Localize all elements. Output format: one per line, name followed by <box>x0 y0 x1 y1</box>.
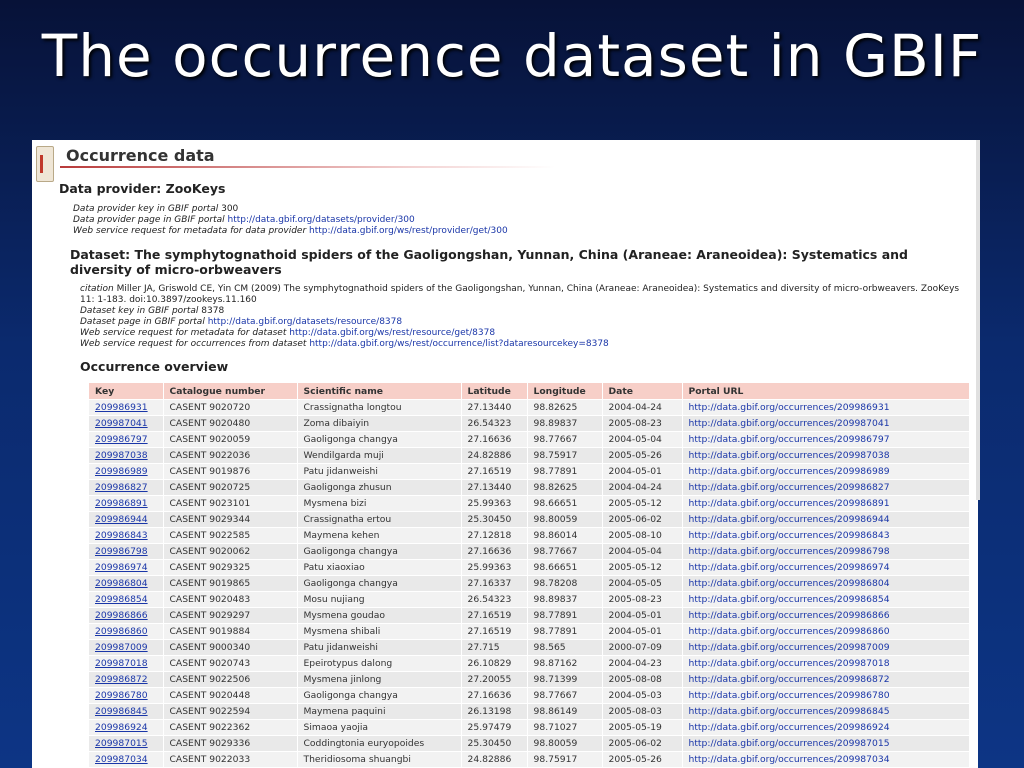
longitude-cell: 98.86149 <box>527 704 602 720</box>
latitude-cell: 27.16636 <box>461 432 527 448</box>
table-row <box>89 400 969 416</box>
date-cell: 2005-08-23 <box>602 592 682 608</box>
latitude-cell: 24.82886 <box>461 752 527 768</box>
latitude-cell: 26.54323 <box>461 592 527 608</box>
longitude-cell: 98.77891 <box>527 624 602 640</box>
occurrence-key-link[interactable]: 209987009 <box>95 642 148 653</box>
longitude-cell: 98.66651 <box>527 496 602 512</box>
scientific-name-cell: Theridiosoma shuangbi <box>297 752 461 768</box>
occurrence-key-link[interactable]: 209986780 <box>95 690 148 701</box>
catalogue-cell: CASENT 9019865 <box>163 576 297 592</box>
date-cell: 2004-05-04 <box>602 432 682 448</box>
occurrence-key-link[interactable]: 209986974 <box>95 562 148 573</box>
table-row <box>89 672 969 688</box>
dataset-meta <box>80 284 970 350</box>
portal-url-cell <box>682 496 969 512</box>
table-row <box>89 416 969 432</box>
portal-url-cell <box>682 416 969 432</box>
portal-url-link[interactable]: http://data.gbif.org/occurrences/209987034 <box>688 754 890 765</box>
portal-url-link[interactable]: http://data.gbif.org/occurrences/209986854 <box>688 594 890 605</box>
key-cell <box>89 416 163 432</box>
key-cell <box>89 448 163 464</box>
portal-url-link[interactable]: http://data.gbif.org/occurrences/209986780 <box>688 690 890 701</box>
occurrence-table-body <box>89 400 969 768</box>
date-cell: 2005-05-12 <box>602 496 682 512</box>
occurrence-key-link[interactable]: 209986854 <box>95 594 148 605</box>
longitude-cell: 98.565 <box>527 640 602 656</box>
latitude-cell: 24.82886 <box>461 448 527 464</box>
scientific-name-cell: Gaoligonga changya <box>297 688 461 704</box>
table-row <box>89 656 969 672</box>
document-icon <box>36 146 54 182</box>
scientific-name-cell: Crassignatha longtou <box>297 400 461 416</box>
portal-url-cell <box>682 736 969 752</box>
key-cell <box>89 688 163 704</box>
catalogue-cell: CASENT 9022594 <box>163 704 297 720</box>
date-cell: 2004-04-23 <box>602 656 682 672</box>
dataset-ws-occ-label: Web service request for occurrences from dataset <box>80 339 307 349</box>
scientific-name-cell: Patu xiaoxiao <box>297 560 461 576</box>
latitude-cell: 27.16519 <box>461 624 527 640</box>
longitude-cell: 98.77667 <box>527 544 602 560</box>
occurrence-table <box>89 383 970 768</box>
scientific-name-cell: Crassignatha ertou <box>297 512 461 528</box>
catalogue-cell: CASENT 9000340 <box>163 640 297 656</box>
catalogue-cell: CASENT 9020059 <box>163 432 297 448</box>
date-cell: 2000-07-09 <box>602 640 682 656</box>
provider-key-value: 300 <box>221 204 239 214</box>
key-cell <box>89 656 163 672</box>
scientific-name-cell: Gaoligonga changya <box>297 432 461 448</box>
table-row <box>89 752 969 768</box>
portal-url-cell <box>682 640 969 656</box>
table-row <box>89 496 969 512</box>
table-row <box>89 512 969 528</box>
longitude-cell: 98.89837 <box>527 416 602 432</box>
dataset-ws-meta-link[interactable]: http://data.gbif.org/ws/rest/resource/get/8378 <box>289 328 496 338</box>
date-cell: 2005-05-12 <box>602 560 682 576</box>
key-cell <box>89 640 163 656</box>
latitude-cell: 25.30450 <box>461 512 527 528</box>
latitude-cell: 26.54323 <box>461 416 527 432</box>
occurrence-key-link[interactable]: 209986827 <box>95 482 148 493</box>
portal-url-link[interactable]: http://data.gbif.org/occurrences/209986931 <box>688 402 890 413</box>
provider-page-line <box>73 215 953 226</box>
longitude-cell: 98.86014 <box>527 528 602 544</box>
portal-url-link[interactable]: http://data.gbif.org/occurrences/209986827 <box>688 482 890 493</box>
dataset-page-line <box>80 317 970 328</box>
catalogue-cell: CASENT 9022585 <box>163 528 297 544</box>
occurrence-key-link[interactable]: 209987038 <box>95 450 148 461</box>
occurrence-key-link[interactable]: 209987034 <box>95 754 148 765</box>
longitude-cell: 98.78208 <box>527 576 602 592</box>
portal-url-cell <box>682 528 969 544</box>
table-row <box>89 704 969 720</box>
scientific-name-cell: Simaoa yaojia <box>297 720 461 736</box>
table-row <box>89 464 969 480</box>
catalogue-cell: CASENT 9029336 <box>163 736 297 752</box>
overview-title: Occurrence overview <box>80 359 229 374</box>
scientific-name-cell: Mosu nujiang <box>297 592 461 608</box>
latitude-cell: 26.10829 <box>461 656 527 672</box>
longitude-cell: 98.80059 <box>527 512 602 528</box>
catalogue-cell: CASENT 9019884 <box>163 624 297 640</box>
provider-ws-label: Web service request for metadata for data provider <box>73 226 307 236</box>
date-cell: 2005-08-23 <box>602 416 682 432</box>
portal-url-cell <box>682 480 969 496</box>
provider-ws-link[interactable]: http://data.gbif.org/ws/rest/provider/get/300 <box>309 226 508 236</box>
portal-url-cell <box>682 592 969 608</box>
latitude-cell: 27.13440 <box>461 480 527 496</box>
portal-url-cell <box>682 704 969 720</box>
key-cell <box>89 672 163 688</box>
occurrence-key-link[interactable]: 209987041 <box>95 418 148 429</box>
occurrence-key-link[interactable]: 209987015 <box>95 738 148 749</box>
longitude-cell: 98.77667 <box>527 432 602 448</box>
occurrence-key-link[interactable]: 209986989 <box>95 466 148 477</box>
longitude-cell: 98.89837 <box>527 592 602 608</box>
portal-url-link[interactable]: http://data.gbif.org/occurrences/209987041 <box>688 418 890 429</box>
dataset-key-value: 8378 <box>201 306 225 316</box>
catalogue-cell: CASENT 9020483 <box>163 592 297 608</box>
table-row <box>89 624 969 640</box>
portal-url-cell <box>682 688 969 704</box>
provider-page-link[interactable]: http://data.gbif.org/datasets/provider/300 <box>227 215 415 225</box>
date-cell: 2005-05-26 <box>602 448 682 464</box>
dataset-title: Dataset: The symphytognathoid spiders of the Gaoligongshan, Yunnan, China (Araneae: Araneoidea): Systematics and diversity of micro-orbweavers <box>70 247 909 277</box>
date-cell: 2004-04-24 <box>602 480 682 496</box>
portal-url-link[interactable]: http://data.gbif.org/occurrences/209986843 <box>688 530 890 541</box>
scientific-name-cell: Mysmena jinlong <box>297 672 461 688</box>
occurrence-key-link[interactable]: 209986797 <box>95 434 148 445</box>
col-key-header: Key <box>89 383 163 400</box>
occurrence-key-link[interactable]: 209986891 <box>95 498 148 509</box>
latitude-cell: 27.16519 <box>461 464 527 480</box>
latitude-cell: 27.16519 <box>461 608 527 624</box>
portal-url-link[interactable]: http://data.gbif.org/occurrences/209987018 <box>688 658 890 669</box>
key-cell <box>89 496 163 512</box>
dataset-ws-meta-label: Web service request for metadata for dataset <box>80 328 287 338</box>
portal-url-cell <box>682 576 969 592</box>
scientific-name-cell: Gaoligonga changya <box>297 544 461 560</box>
portal-url-link[interactable]: http://data.gbif.org/occurrences/209986797 <box>688 434 890 445</box>
portal-url-link[interactable]: http://data.gbif.org/occurrences/209987015 <box>688 738 890 749</box>
scientific-name-cell: Gaoligonga changya <box>297 576 461 592</box>
latitude-cell: 27.715 <box>461 640 527 656</box>
table-row <box>89 432 969 448</box>
latitude-cell: 27.13440 <box>461 400 527 416</box>
occurrence-key-link[interactable]: 209986798 <box>95 546 148 557</box>
catalogue-cell: CASENT 9029297 <box>163 608 297 624</box>
portal-url-cell <box>682 512 969 528</box>
longitude-cell: 98.75917 <box>527 752 602 768</box>
table-row <box>89 736 969 752</box>
date-cell: 2004-05-01 <box>602 464 682 480</box>
table-header-row <box>89 383 969 400</box>
table-row <box>89 720 969 736</box>
latitude-cell: 26.13198 <box>461 704 527 720</box>
table-row <box>89 608 969 624</box>
key-cell <box>89 704 163 720</box>
table-row <box>89 560 969 576</box>
occurrence-key-link[interactable]: 209986944 <box>95 514 148 525</box>
provider-meta <box>73 204 953 237</box>
key-cell <box>89 432 163 448</box>
key-cell <box>89 512 163 528</box>
scientific-name-cell: Maymena paquini <box>297 704 461 720</box>
portal-url-link[interactable]: http://data.gbif.org/occurrences/209986872 <box>688 674 890 685</box>
key-cell <box>89 576 163 592</box>
table-row <box>89 544 969 560</box>
scientific-name-cell: Mysmena bizi <box>297 496 461 512</box>
key-cell <box>89 400 163 416</box>
portal-url-link[interactable]: http://data.gbif.org/occurrences/209986989 <box>688 466 890 477</box>
latitude-cell: 27.16337 <box>461 576 527 592</box>
latitude-cell: 25.30450 <box>461 736 527 752</box>
date-cell: 2005-05-19 <box>602 720 682 736</box>
dataset-page-link[interactable]: http://data.gbif.org/datasets/resource/8378 <box>207 317 403 327</box>
occurrence-key-link[interactable]: 209986860 <box>95 626 148 637</box>
scientific-name-cell: Zoma dibaiyin <box>297 416 461 432</box>
catalogue-cell: CASENT 9020448 <box>163 688 297 704</box>
portal-url-cell <box>682 672 969 688</box>
longitude-cell: 98.77891 <box>527 464 602 480</box>
col-catalogue-header: Catalogue number <box>163 383 297 400</box>
scientific-name-cell: Gaoligonga zhusun <box>297 480 461 496</box>
occurrence-key-link[interactable]: 209986931 <box>95 402 148 413</box>
key-cell <box>89 544 163 560</box>
scrollbar-strip <box>976 140 980 500</box>
key-cell <box>89 464 163 480</box>
catalogue-cell: CASENT 9029344 <box>163 512 297 528</box>
dataset-key-label: Dataset key in GBIF portal <box>80 306 199 316</box>
portal-url-link[interactable]: http://data.gbif.org/occurrences/209986974 <box>688 562 890 573</box>
portal-url-cell <box>682 656 969 672</box>
date-cell: 2005-08-10 <box>602 528 682 544</box>
longitude-cell: 98.66651 <box>527 560 602 576</box>
provider-title: Data provider: ZooKeys <box>59 181 226 196</box>
date-cell: 2005-06-02 <box>602 512 682 528</box>
table-row <box>89 448 969 464</box>
occurrence-key-link[interactable]: 209987018 <box>95 658 148 669</box>
portal-url-link[interactable]: http://data.gbif.org/occurrences/209986860 <box>688 626 890 637</box>
key-cell <box>89 752 163 768</box>
portal-url-link[interactable]: http://data.gbif.org/occurrences/209986845 <box>688 706 890 717</box>
col-scientific-name-header: Scientific name <box>297 383 461 400</box>
portal-url-cell <box>682 400 969 416</box>
portal-url-link[interactable]: http://data.gbif.org/occurrences/209987009 <box>688 642 890 653</box>
table-row <box>89 640 969 656</box>
col-portal-url-header: Portal URL <box>682 383 969 400</box>
latitude-cell: 27.16636 <box>461 688 527 704</box>
slide-title: The occurrence dataset in GBIF <box>41 22 983 90</box>
gbif-page-screenshot <box>32 140 978 768</box>
table-row <box>89 528 969 544</box>
key-cell <box>89 592 163 608</box>
latitude-cell: 27.16636 <box>461 544 527 560</box>
table-row <box>89 688 969 704</box>
catalogue-cell: CASENT 9020480 <box>163 416 297 432</box>
portal-url-link[interactable]: http://data.gbif.org/occurrences/209986798 <box>688 546 890 557</box>
occurrence-key-link[interactable]: 209986872 <box>95 674 148 685</box>
date-cell: 2004-05-01 <box>602 624 682 640</box>
key-cell <box>89 736 163 752</box>
provider-ws-line <box>73 226 953 237</box>
portal-url-cell <box>682 464 969 480</box>
longitude-cell: 98.71399 <box>527 672 602 688</box>
longitude-cell: 98.77667 <box>527 688 602 704</box>
longitude-cell: 98.87162 <box>527 656 602 672</box>
table-row <box>89 480 969 496</box>
portal-url-cell <box>682 544 969 560</box>
latitude-cell: 27.12818 <box>461 528 527 544</box>
longitude-cell: 98.71027 <box>527 720 602 736</box>
scientific-name-cell: Epeirotypus dalong <box>297 656 461 672</box>
date-cell: 2005-05-26 <box>602 752 682 768</box>
occurrence-key-link[interactable]: 209986843 <box>95 530 148 541</box>
portal-url-link[interactable]: http://data.gbif.org/occurrences/209986804 <box>688 578 890 589</box>
catalogue-cell: CASENT 9022506 <box>163 672 297 688</box>
latitude-cell: 25.97479 <box>461 720 527 736</box>
key-cell <box>89 624 163 640</box>
portal-url-cell <box>682 720 969 736</box>
table-row <box>89 592 969 608</box>
catalogue-cell: CASENT 9022033 <box>163 752 297 768</box>
latitude-cell: 25.99363 <box>461 496 527 512</box>
dataset-citation-label: citation <box>80 284 114 294</box>
key-cell <box>89 480 163 496</box>
scientific-name-cell: Mysmena shibali <box>297 624 461 640</box>
latitude-cell: 27.20055 <box>461 672 527 688</box>
catalogue-cell: CASENT 9020062 <box>163 544 297 560</box>
portal-url-cell <box>682 752 969 768</box>
catalogue-cell: CASENT 9029325 <box>163 560 297 576</box>
page-header: Occurrence data <box>66 146 215 165</box>
dataset-key-line <box>80 306 970 317</box>
portal-url-cell <box>682 608 969 624</box>
dataset-ws-occ-link[interactable]: http://data.gbif.org/ws/rest/occurrence/list?dataresourcekey=8378 <box>309 339 609 349</box>
catalogue-cell: CASENT 9020725 <box>163 480 297 496</box>
occurrence-key-link[interactable]: 209986804 <box>95 578 148 589</box>
date-cell: 2005-08-08 <box>602 672 682 688</box>
portal-url-link[interactable]: http://data.gbif.org/occurrences/209987038 <box>688 450 890 461</box>
catalogue-cell: CASENT 9023101 <box>163 496 297 512</box>
catalogue-cell: CASENT 9020720 <box>163 400 297 416</box>
scientific-name-cell: Patu jidanweishi <box>297 464 461 480</box>
key-cell <box>89 608 163 624</box>
catalogue-cell: CASENT 9022362 <box>163 720 297 736</box>
latitude-cell: 25.99363 <box>461 560 527 576</box>
scientific-name-cell: Maymena kehen <box>297 528 461 544</box>
portal-url-link[interactable]: http://data.gbif.org/occurrences/209986944 <box>688 514 890 525</box>
scientific-name-cell: Patu jidanweishi <box>297 640 461 656</box>
catalogue-cell: CASENT 9020743 <box>163 656 297 672</box>
portal-url-link[interactable]: http://data.gbif.org/occurrences/209986924 <box>688 722 890 733</box>
date-cell: 2004-05-01 <box>602 608 682 624</box>
dataset-citation-line <box>80 284 970 306</box>
longitude-cell: 98.77891 <box>527 608 602 624</box>
portal-url-cell <box>682 448 969 464</box>
col-longitude-header: Longitude <box>527 383 602 400</box>
date-cell: 2004-05-05 <box>602 576 682 592</box>
key-cell <box>89 528 163 544</box>
occurrence-key-link[interactable]: 209986866 <box>95 610 148 621</box>
date-cell: 2004-05-03 <box>602 688 682 704</box>
provider-key-line <box>73 204 953 215</box>
date-cell: 2005-08-03 <box>602 704 682 720</box>
portal-url-link[interactable]: http://data.gbif.org/occurrences/209986866 <box>688 610 890 621</box>
portal-url-cell <box>682 560 969 576</box>
dataset-citation: Miller JA, Griswold CE, Yin CM (2009) The symphytognathoid spiders of the Gaoligongshan, Yunnan, China (Araneae: Araneoidea): Systematics and diversity of micro-orbweavers. ZooKeys 11: 1-183. doi:10.3897/zookeys.11.160 <box>80 284 960 305</box>
dataset-ws-occ-line <box>80 339 970 350</box>
col-latitude-header: Latitude <box>461 383 527 400</box>
scientific-name-cell: Wendilgarda muji <box>297 448 461 464</box>
occurrence-key-link[interactable]: 209986845 <box>95 706 148 717</box>
longitude-cell: 98.80059 <box>527 736 602 752</box>
dataset-page-label: Dataset page in GBIF portal <box>80 317 205 327</box>
portal-url-cell <box>682 432 969 448</box>
provider-page-label: Data provider page in GBIF portal <box>73 215 225 225</box>
date-cell: 2004-04-24 <box>602 400 682 416</box>
occurrence-key-link[interactable]: 209986924 <box>95 722 148 733</box>
catalogue-cell: CASENT 9022036 <box>163 448 297 464</box>
key-cell <box>89 560 163 576</box>
date-cell: 2005-06-02 <box>602 736 682 752</box>
catalogue-cell: CASENT 9019876 <box>163 464 297 480</box>
scientific-name-cell: Mysmena goudao <box>297 608 461 624</box>
portal-url-link[interactable]: http://data.gbif.org/occurrences/209986891 <box>688 498 890 509</box>
scientific-name-cell: Coddingtonia euryopoides <box>297 736 461 752</box>
header-rule <box>60 166 555 168</box>
longitude-cell: 98.75917 <box>527 448 602 464</box>
dataset-ws-meta-line <box>80 328 970 339</box>
key-cell <box>89 720 163 736</box>
table-row <box>89 576 969 592</box>
portal-url-cell <box>682 624 969 640</box>
provider-key-label: Data provider key in GBIF portal <box>73 204 219 214</box>
longitude-cell: 98.82625 <box>527 480 602 496</box>
longitude-cell: 98.82625 <box>527 400 602 416</box>
col-date-header: Date <box>602 383 682 400</box>
date-cell: 2004-05-04 <box>602 544 682 560</box>
